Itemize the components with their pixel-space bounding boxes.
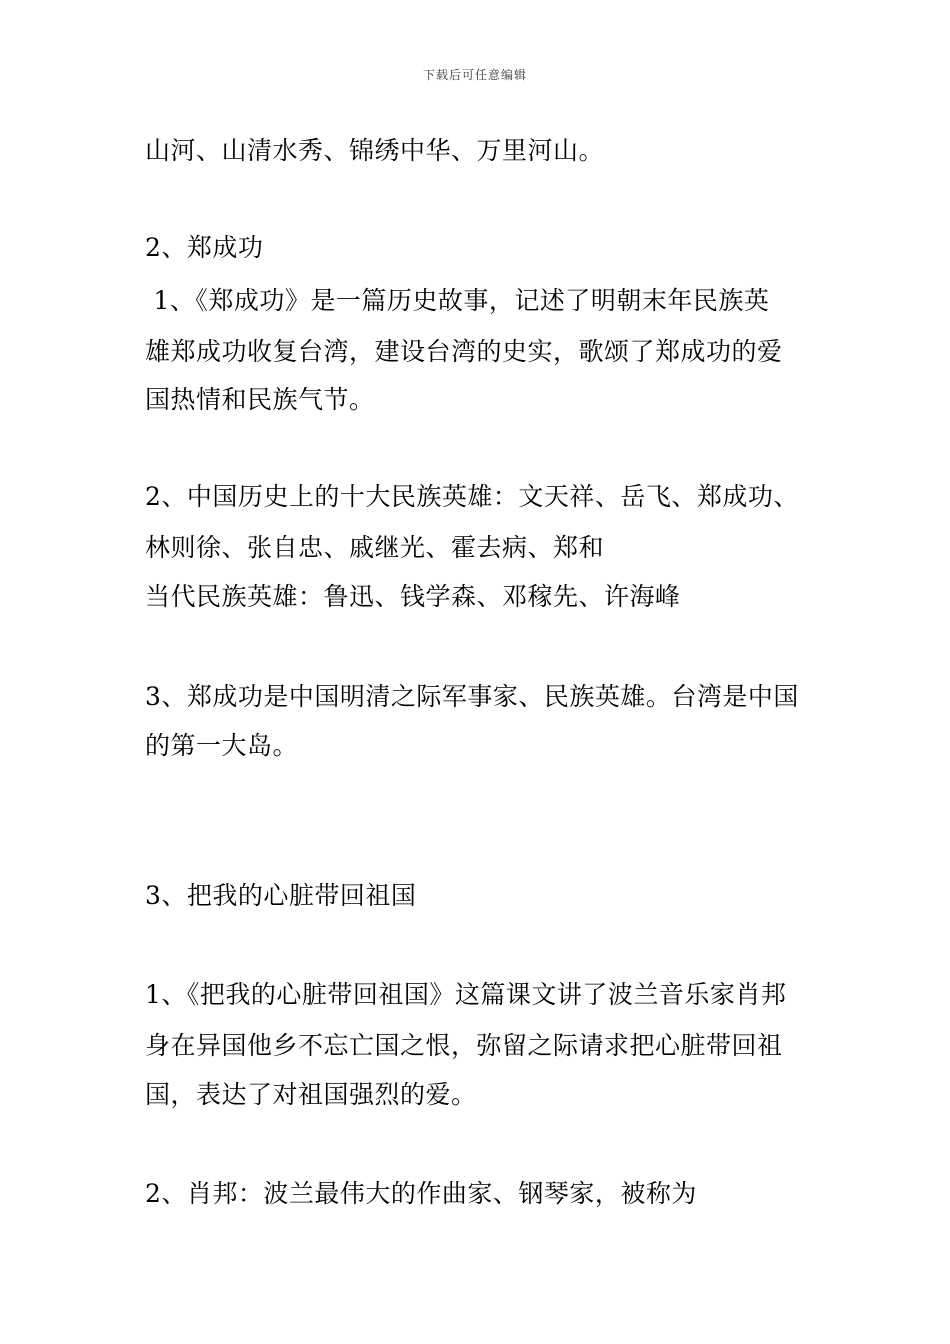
- text-line: 国，表达了对祖国强烈的爱。: [145, 1080, 477, 1109]
- text-line: 1、《把我的心脏带回祖国》这篇课文讲了波兰音乐家肖邦: [145, 980, 787, 1009]
- text-line: 山河、山清水秀、锦绣中华、万里河山。: [145, 136, 605, 165]
- text-line: 的第一大岛。: [145, 731, 299, 760]
- text-line: 林则徐、张自忠、戚继光、霍去病、郑和: [145, 533, 605, 562]
- section-heading: 3、把我的心脏带回祖国: [145, 881, 417, 910]
- text-line: 国热情和民族气节。: [145, 385, 375, 414]
- text-line: 雄郑成功收复台湾，建设台湾的史实，歌颂了郑成功的爱: [145, 337, 783, 366]
- text-line: 当代民族英雄：鲁迅、钱学森、邓稼先、许海峰: [145, 582, 681, 611]
- text-line: 3、郑成功是中国明清之际军事家、民族英雄。台湾是中国: [145, 682, 799, 711]
- text-line: 2、肖邦：波兰最伟大的作曲家、钢琴家，被称为: [145, 1179, 697, 1208]
- text-line: 1、《郑成功》是一篇历史故事，记述了明朝末年民族英: [145, 286, 770, 315]
- section-heading: 2、郑成功: [145, 233, 264, 262]
- text-line: 身在异国他乡不忘亡国之恨，弥留之际请求把心脏带回祖: [145, 1031, 783, 1060]
- page-header-note: 下载后可任意编辑: [422, 68, 527, 82]
- text-line: 2、中国历史上的十大民族英雄：文天祥、岳飞、郑成功、: [145, 482, 799, 511]
